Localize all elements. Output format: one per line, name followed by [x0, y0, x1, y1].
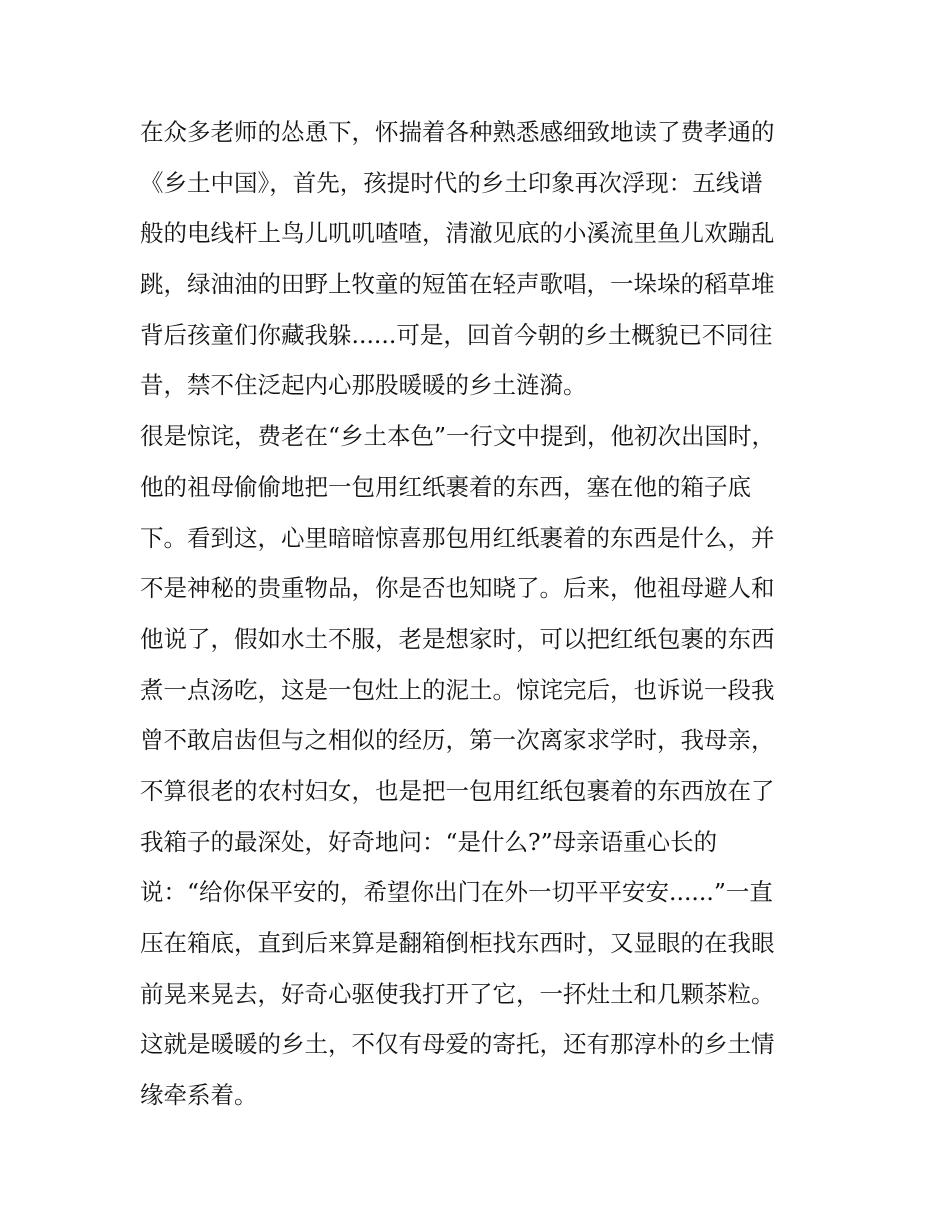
text-line-6: 昔，禁不住泛起内心那股暖暖的乡土涟漪。 [140, 371, 587, 400]
text-line-1: 在众多老师的怂恿下，怀揣着各种熟悉感细致地读了费孝通的 [140, 118, 775, 146]
text-line-5: 背后孩童们你藏我躲......可是，回首今朝的乡土概貌已不同往 [140, 320, 773, 349]
text-line-18: 前晃来晃去，好奇心驱使我打开了它，一抔灶土和几颗茶粒。 [140, 979, 775, 1008]
text-line-19: 这就是暖暖的乡土，不仅有母爱的寄托，还有那淳朴的乡土情 [140, 1030, 775, 1059]
text-line-14: 不算很老的农村妇女，也是把一包用红纸包裹着的东西放在了 [140, 776, 775, 805]
text-line-13: 曾不敢启齿但与之相似的经历，第一次离家求学时，我母亲， [140, 726, 775, 755]
text-line-15: 我箱子的最深处，好奇地问：“是什么?”母亲语重心长的 [140, 827, 718, 856]
text-line-11: 他说了，假如水土不服，老是想家时，可以把红纸包裹的东西 [140, 624, 775, 653]
body-text [140, 107, 840, 1121]
text-line-2: 《乡土中国》，首先，孩提时代的乡土印象再次浮现：五线谱 [140, 168, 763, 197]
text-line-8: 他的祖母偷偷地把一包用红纸裹着的东西，塞在他的箱子底 [140, 472, 751, 501]
text-line-17: 压在箱底，直到后来算是翻箱倒柜找东西时，又显眼的在我眼 [140, 929, 775, 957]
text-line-9: 下。看到这，心里暗暗惊喜那包用红纸裹着的东西是什么，并 [140, 523, 775, 552]
text-line-7: 很是惊诧，费老在“乡土本色”一行文中提到，他初次出国时， [140, 422, 776, 451]
text-line-4: 跳，绿油油的田野上牧童的短笛在轻声歌唱，一垛垛的稻草堆 [140, 270, 775, 299]
text-line-10: 不是神秘的贵重物品，你是否也知晓了。后来，他祖母避人和 [140, 574, 775, 603]
text-line-3: 般的电线杆上鸟儿叽叽喳喳，清澈见底的小溪流里鱼儿欢蹦乱 [140, 219, 775, 248]
text-line-12: 煮一点汤吃，这是一包灶上的泥土。惊诧完后，也诉说一段我 [140, 675, 775, 704]
text-line-20: 缘牵系着。 [140, 1081, 258, 1110]
text-line-16: 说：“给你保平安的，希望你出门在外一切平平安安......”一直 [140, 878, 773, 907]
